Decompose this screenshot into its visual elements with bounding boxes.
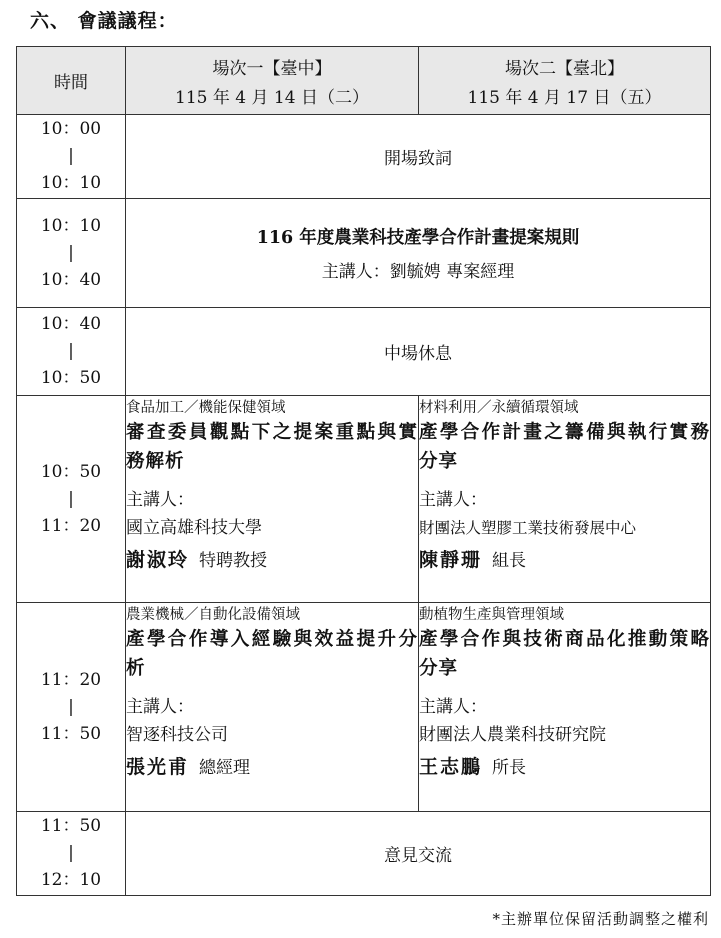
time-end: 10：10 [40,173,102,193]
speaker-line [419,545,710,576]
time-slot [17,812,126,896]
session1-location: 場次一【臺中】 [212,58,332,79]
speaker-name: 張光甫 [126,756,190,778]
table-header-row [17,47,711,115]
table-row [17,603,711,812]
agenda-item-title: 開場致詞 [384,149,452,169]
time-start: 10：10 [40,215,102,236]
time-start: 10：40 [40,314,102,334]
talk-title: 產學合作與技術商品化推動策略分享 [419,629,710,679]
speaker-name: 陳靜珊 [419,549,483,571]
session2-talk [419,603,711,812]
speaker-line [126,752,418,783]
session1-talk [126,603,419,812]
talk-title: 產學合作導入經驗與效益提升分析 [126,629,418,679]
time-separator: | [68,146,74,166]
agenda-item [126,308,711,396]
talk-track: 動植物生產與管理領域 [419,607,564,623]
speaker-title: 組長 [492,551,527,571]
speaker-line [126,545,418,576]
agenda-table [16,46,711,896]
time-start: 11：50 [40,816,102,836]
speaker-organization: 財團法人農業科技研究院 [419,725,606,745]
talk-track: 農業機械／自動化設備領域 [126,607,300,623]
speaker-label: 主講人： [419,490,487,510]
session2-location: 場次二【臺北】 [505,58,624,79]
speaker-name: 謝淑玲 [126,549,190,571]
time-separator: | [68,341,74,361]
speaker-title: 特聘教授 [199,551,268,571]
time-separator: | [68,488,74,509]
session2-talk [419,396,711,603]
time-slot [17,396,126,603]
agenda-item [126,115,711,199]
time-end: 12：10 [40,870,102,890]
speaker-title: 總經理 [199,758,251,778]
time-end: 10：40 [40,269,102,290]
time-column-header: 時間 [17,47,126,115]
session1-talk [126,396,419,603]
agenda-item [126,812,711,896]
speaker-title: 所長 [492,758,527,778]
talk-title: 產學合作計畫之籌備與執行實務分享 [419,422,710,472]
table-row [17,199,711,308]
table-row [17,396,711,603]
agenda-item-title: 中場休息 [384,344,452,364]
talk-track: 食品加工／機能保健領域 [126,400,286,416]
time-end: 11：20 [40,515,102,536]
speaker-label: 主講人： [419,697,487,717]
session2-date: 115 年 4 月 17 日（五） [467,87,662,108]
time-start: 10：00 [40,119,102,139]
time-slot [17,115,126,199]
talk-track: 材料利用／永續循環領域 [419,400,579,416]
agenda-item-speaker: 主講人：劉毓娉 專案經理 [321,262,515,282]
speaker-label: 主講人： [126,697,194,717]
agenda-item-title: 116 年度農業科技產學合作計畫提案規則 [256,228,580,248]
session2-header [419,47,711,115]
footnote: *主辦單位保留活動調整之權利 [492,910,709,928]
speaker-organization: 智逐科技公司 [126,725,228,745]
time-slot [17,199,126,308]
time-slot [17,308,126,396]
time-start: 11：20 [40,669,102,690]
time-separator: | [68,242,74,263]
time-end: 10：50 [40,368,102,388]
agenda-item-title: 意見交流 [384,846,452,866]
time-end: 11：50 [40,723,102,744]
table-row [17,308,711,396]
speaker-organization: 國立高雄科技大學 [126,518,262,538]
table-row [17,812,711,896]
time-separator: | [68,843,74,863]
speaker-organization: 財團法人塑膠工業技術發展中心 [419,519,637,537]
time-slot [17,603,126,812]
agenda-item [126,199,711,308]
section-heading: 六、 會議議程： [30,10,178,32]
session1-date: 115 年 4 月 14 日（二） [175,87,369,108]
session1-header [126,47,419,115]
speaker-line [419,752,710,783]
speaker-label: 主講人： [126,490,194,510]
time-start: 10：50 [40,461,102,482]
table-row [17,115,711,199]
speaker-name: 王志鵬 [419,756,483,778]
time-separator: | [68,696,74,717]
talk-title: 審查委員觀點下之提案重點與實務解析 [126,422,418,472]
